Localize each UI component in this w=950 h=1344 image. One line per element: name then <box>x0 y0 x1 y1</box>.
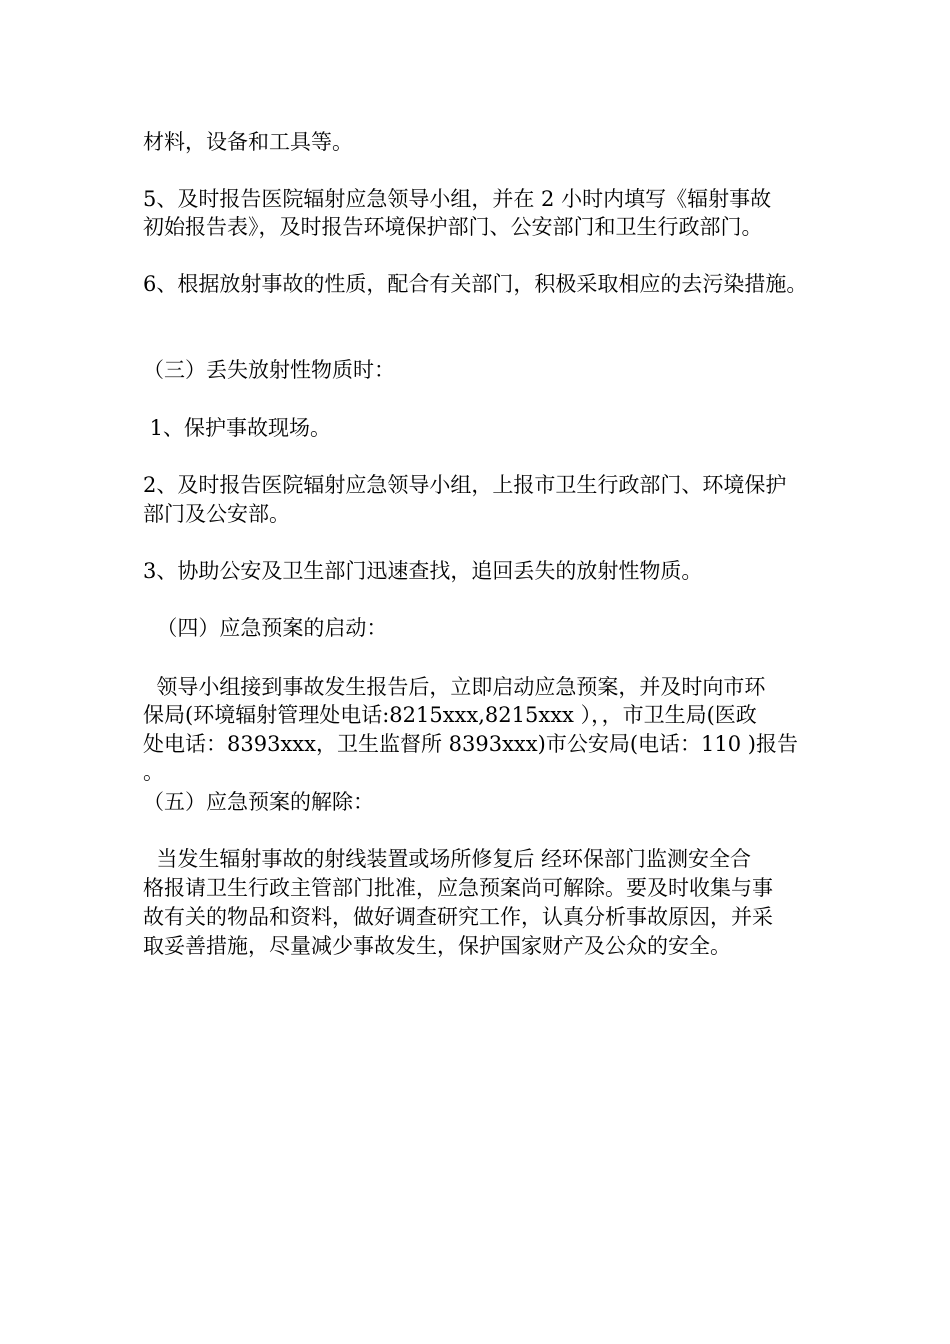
section-heading: （三）丢失放射性物质时： <box>143 358 395 382</box>
text-line: 格报请卫生行政主管部门批准，应急预案尚可解除。要及时收集与事 <box>143 876 773 900</box>
text-line: 6、根据放射事故的性质，配合有关部门，积极采取相应的去污染措施。 <box>143 272 808 296</box>
text-line: 2、及时报告医院辐射应急领导小组，上报市卫生行政部门、环境保护 <box>143 473 787 497</box>
text-line: 处电话：8393xxx，卫生监督所 8393xxx)市公安局(电话：110 )报告 <box>143 732 798 756</box>
text-line: 材料，设备和工具等。 <box>143 130 353 154</box>
text-line: 。 <box>143 760 164 784</box>
text-line: 部门及公安部。 <box>143 502 290 526</box>
text-line: 领导小组接到事故发生报告后，立即启动应急预案，并及时向市环 <box>143 675 766 699</box>
section-heading: （五）应急预案的解除： <box>143 790 374 814</box>
text-line: 保局(环境辐射管理处电话:8215xxx,8215xxx ），，市卫生局(医政 <box>143 703 757 727</box>
text-line: 5、及时报告医院辐射应急领导小组，并在 2 小时内填写《辐射事故 <box>143 187 772 211</box>
text-line: 初始报告表》，及时报告环境保护部门、公安部门和卫生行政部门。 <box>143 215 763 239</box>
text-line: 故有关的物品和资料，做好调查研究工作，认真分析事故原因，并采 <box>143 905 773 929</box>
text-line: 取妥善措施，尽量减少事故发生，保护国家财产及公众的安全。 <box>143 934 731 958</box>
text-line: 1、保护事故现场。 <box>143 416 332 440</box>
section-heading: （四）应急预案的启动： <box>143 616 388 640</box>
text-line: 3、协助公安及卫生部门迅速查找，追回丢失的放射性物质。 <box>143 559 703 583</box>
text-line: 当发生辐射事故的射线装置或场所修复后 经环保部门监测安全合 <box>143 847 752 871</box>
